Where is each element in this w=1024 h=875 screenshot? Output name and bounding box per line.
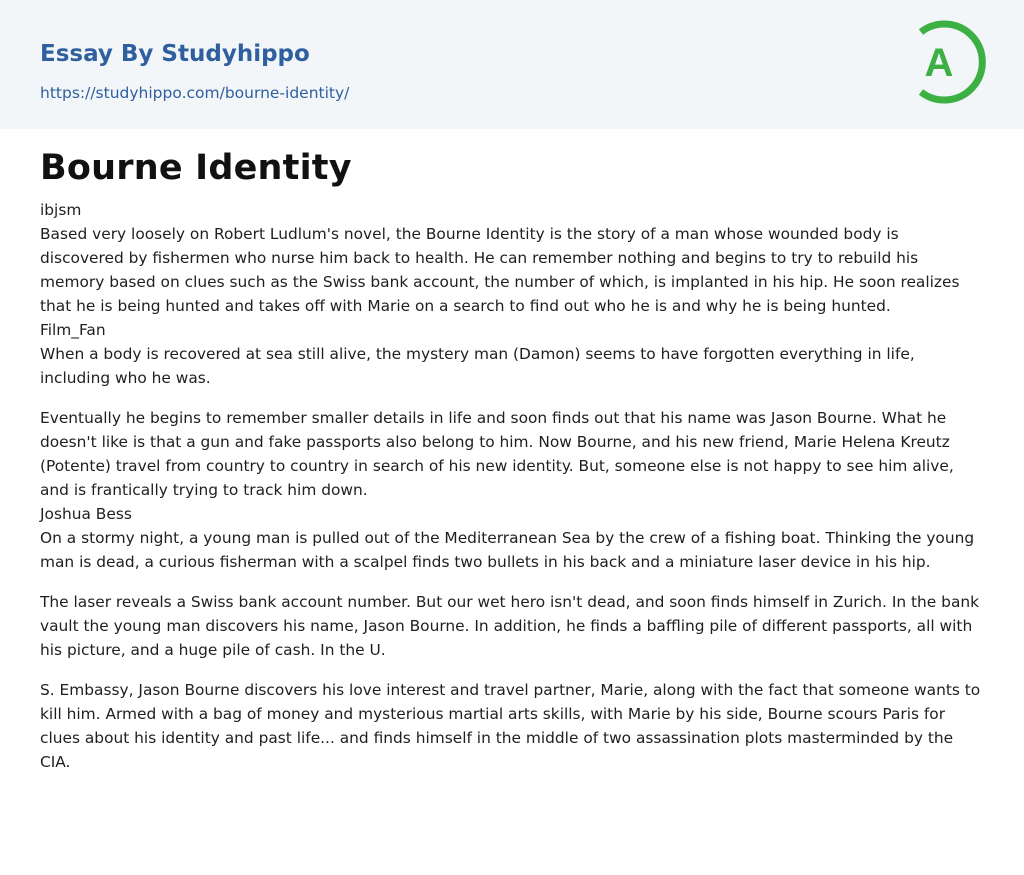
- review-paragraph: On a stormy night, a young man is pulled out of the Mediterranean Sea by the crew of a fishing boat. Thinking the young man is dead, a curious fisherman with a scalpel finds two bullets in his back and a miniature laser device in his hip.: [40, 529, 975, 571]
- review-entry: [40, 318, 984, 502]
- review-author: ibjsm: [40, 201, 82, 219]
- review-entry: [40, 502, 984, 774]
- article: [40, 144, 984, 774]
- page-url-link[interactable]: https://studyhippo.com/bourne-identity/: [40, 84, 350, 102]
- article-title: Bourne Identity: [40, 148, 352, 188]
- review-paragraph: Based very loosely on Robert Ludlum's novel, the Bourne Identity is the story of a man whose wounded body is discovered by fishermen who nurse him back to health. He can remember nothing and begins to try to rebuild his memory based on clues such as the Swiss bank account, the number of which, is implanted in his hip. He soon realizes that he is being hunted and takes off with Marie on a search to find out who he is and why he is being hunted.: [40, 225, 960, 315]
- review-entry: [40, 198, 984, 318]
- review-paragraph: The laser reveals a Swiss bank account number. But our wet hero isn't dead, and soon finds himself in Zurich. In the bank vault the young man discovers his name, Jason Bourne. In addition, he finds a baffling pile of different passports, all with his picture, and a huge pile of cash. In the U.: [40, 593, 980, 659]
- review-paragraph: S. Embassy, Jason Bourne discovers his love interest and travel partner, Marie, along with the fact that someone wants to kill him. Armed with a bag of money and mysterious martial arts skills, with Marie by his side, Bourne scours Paris for clues about his identity and past life... and finds himself in the middle of two assassination plots masterminded by the CIA.: [40, 681, 981, 771]
- review-author: Film_Fan: [40, 321, 106, 339]
- review-author: Joshua Bess: [40, 505, 132, 523]
- brand-title[interactable]: Essay By Studyhippo: [40, 41, 310, 67]
- studyhippo-logo-icon[interactable]: [912, 18, 988, 106]
- logo-letter: A: [924, 41, 954, 85]
- review-paragraph: When a body is recovered at sea still alive, the mystery man (Damon) seems to have forgotten everything in life, including who he was.: [40, 345, 915, 387]
- review-paragraph: Eventually he begins to remember smaller details in life and soon finds out that his name was Jason Bourne. What he doesn't like is that a gun and fake passports also belong to him. Now Bourne, and his new friend, Marie Helena Kreutz (Potente) travel from country to country in search of his new identity. But, someone else is not happy to see him alive, and is frantically trying to track him down.: [40, 409, 954, 499]
- site-header: [0, 0, 1024, 129]
